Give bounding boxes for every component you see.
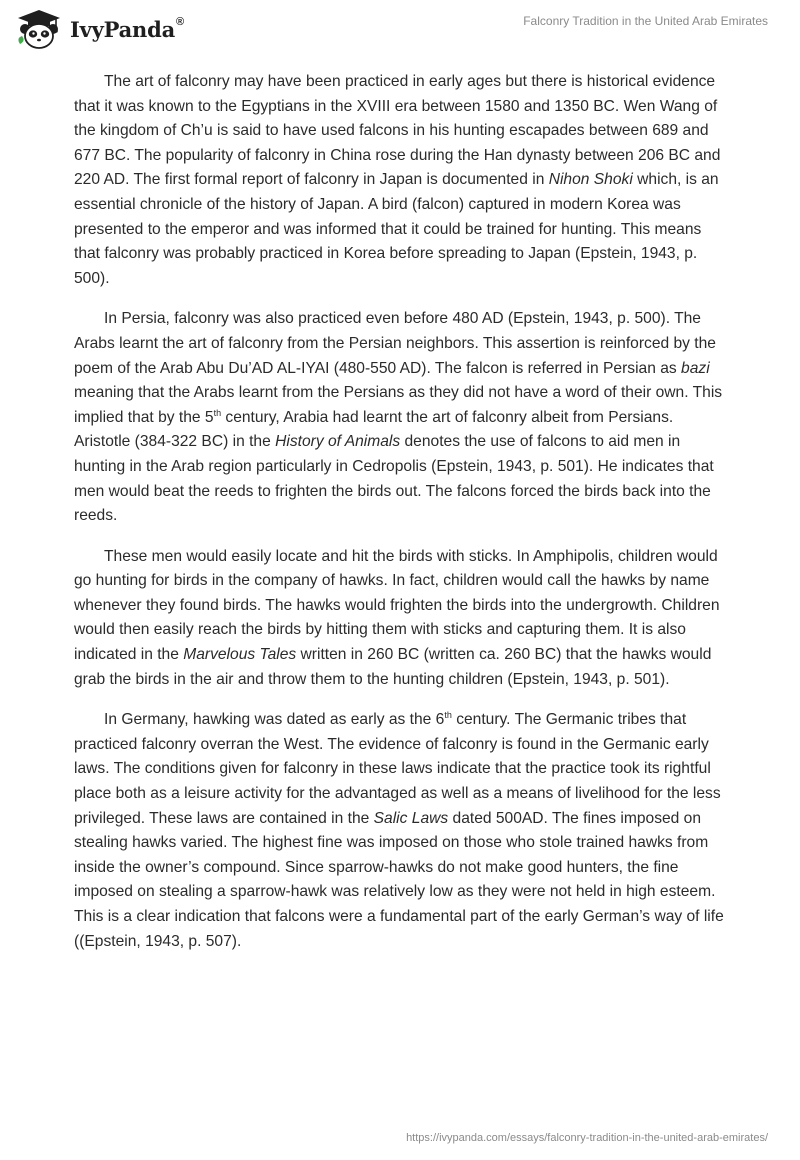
paragraph-2: In Persia, falconry was also practiced even before 480 AD (Epstein, 1943, p. 500). The Arabs learnt the art of falconry from the Persian neighbors. This assertion is reinforced by the poem of the Arab Abu Du’AD AL-IYAI (480-550 AD). The falcon is referred in Persian as bazi meaning that the Arabs learnt from the Persians as they did not have a word of their own. This implied that by the 5th century, Arabia had learnt the art of falconry albeit from Persians. Aristotle (384-322 BC) in the History of Animals denotes the use of falcons to aid men in hunting in the Arab region particularly in Cedropolis (Epstein, 1943, p. 501). He indicates that men would beat the reeds to frighten the birds out. The falcons forced the birds back into the reeds.	[74, 310, 723, 525]
document-title: Falconry Tradition in the United Arab Emirates	[523, 14, 768, 28]
ordinal-suffix: th	[213, 407, 222, 418]
paragraph-4: In Germany, hawking was dated as early as the 6th century. The Germanic tribes that practiced falconry overran the West. The evidence of falconry is found in the Germanic early laws. The conditions given for falconry in these laws indicate that the practice took its rightful place both as a leisure activity for the advantaged as well as a means of livelihood for the less privileged. These laws are contained in the Salic Laws dated 500AD. The fines imposed on stealing hawks varied. The highest fine was imposed on those who stole trained hawks from inside the owner’s compound. Since sparrow-hawks do not make good hunters, the fine imposed on stealing a sparrow-hawk was relatively low as they were not held in high esteem. This is a clear indication that falcons were a fundamental part of the early German’s way of life ((Epstein, 1943, p. 507).	[74, 710, 724, 950]
paragraph-1: The art of falconry may have been practiced in early ages but there is historical evidence that it was known to the Egyptians in the XVIII era between 1580 and 1350 BC. Wen Wang of the kingdom of Ch’u is said to have used falcons in his hunting escapades between 689 and 677 BC. The popularity of falconry in China rose during the Han dynasty between 206 BC and 220 AD. The first formal report of falconry in Japan is documented in Nihon Shoki which, is an essential chronicle of the history of Japan. A bird (falcon) captured in modern Korea was presented to the emperor and was informed that it could be trained for hunting. This means that falconry was probably practiced in Korea before spreading to Japan (Epstein, 1943, p. 500).	[74, 73, 721, 287]
panda-graduation-cap-icon	[14, 8, 64, 50]
essay-body	[74, 70, 726, 970]
logo-text: IvyPanda®	[70, 15, 184, 42]
source-url[interactable]: https://ivypanda.com/essays/falconry-tradition-in-the-united-arab-emirates/	[406, 1132, 768, 1144]
ordinal-suffix: th	[444, 710, 452, 721]
registered-mark: ®	[176, 15, 184, 28]
paragraph-3: These men would easily locate and hit the birds with sticks. In Amphipolis, children would go hunting for birds in the company of hawks. In fact, children would call the hawks by name whenever they found birds. The hawks would frighten the birds into the undergrowth. Children would then easily reach the birds by hitting them with sticks and capturing them. It is also indicated in the Marvelous Tales written in 260 BC (written ca. 260 BC) that the hawks would grab the birds in the air and throw them to the hunting children (Epstein, 1943, p. 501).	[74, 547, 720, 688]
work-title: Salic Laws	[373, 809, 449, 827]
ivypanda-logo[interactable]	[14, 8, 184, 50]
work-title: Nihon Shoki	[548, 171, 633, 189]
page-header	[0, 0, 800, 60]
work-title: Marvelous Tales	[183, 646, 297, 664]
term: bazi	[681, 359, 710, 377]
work-title: History of Animals	[275, 433, 401, 451]
